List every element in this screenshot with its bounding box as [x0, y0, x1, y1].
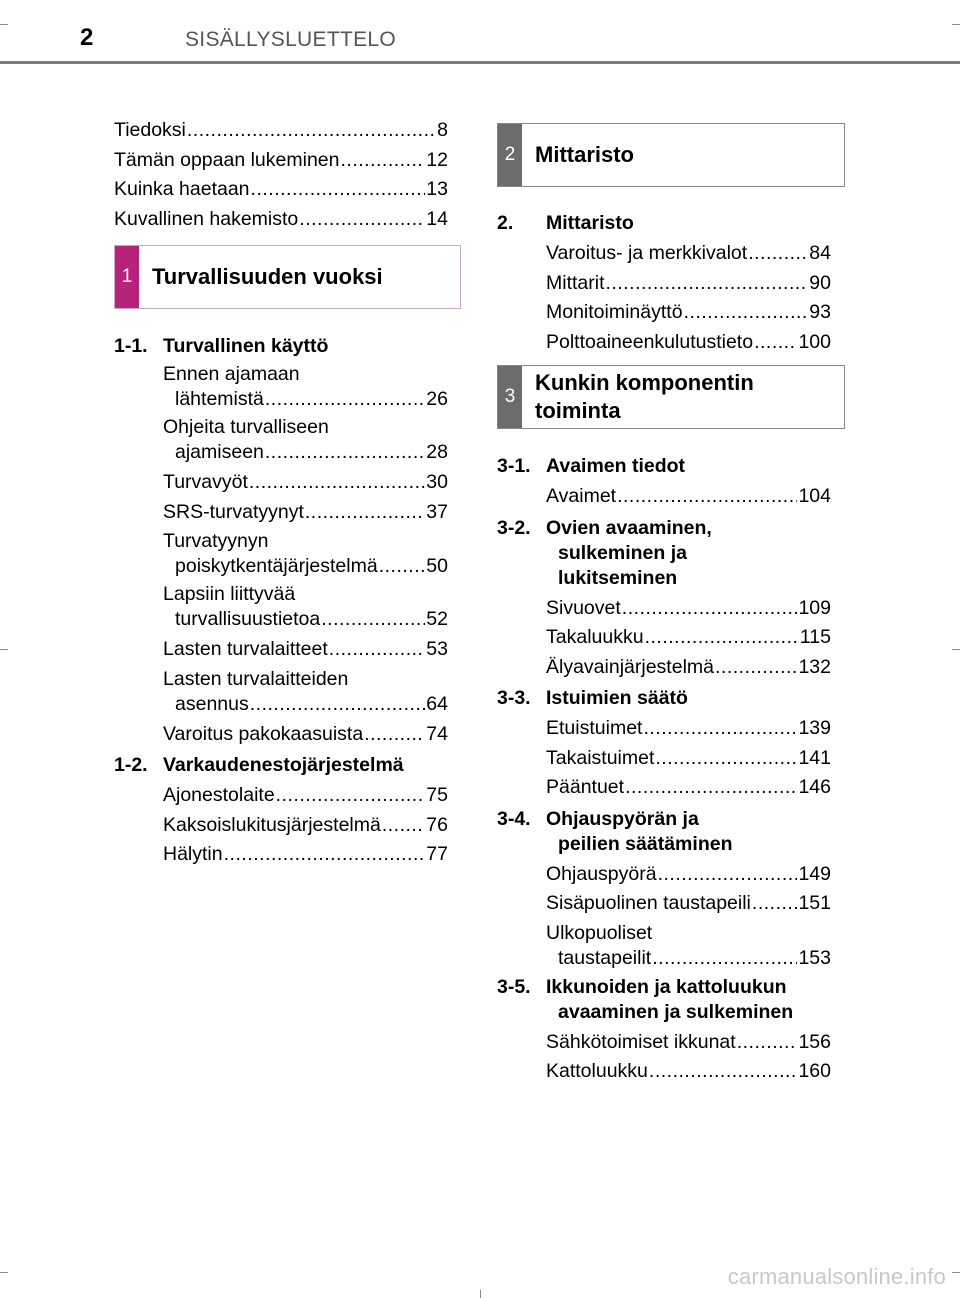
- toc-entry[interactable]: [114, 468, 448, 498]
- section-heading[interactable]: [497, 807, 831, 857]
- toc-entry-page: 90: [809, 271, 831, 294]
- toc-entry[interactable]: [497, 860, 831, 890]
- chapter-title: [522, 366, 754, 428]
- section-title-cont: sulkeminen ja: [558, 541, 687, 564]
- toc-entry-title: Sivuovet: [546, 596, 621, 619]
- chapter-title-line-1: Kunkin komponentin: [535, 370, 754, 395]
- crop-mark: [952, 24, 960, 25]
- toc-entry-title: Lapsiin liittyvää: [163, 583, 296, 605]
- toc-entry[interactable]: [114, 720, 448, 750]
- chapter-title: Turvallisuuden vuoksi: [152, 264, 383, 289]
- section-title: Turvallinen käyttö: [163, 335, 329, 357]
- toc-entry-title-cont: taustapeilit: [558, 946, 652, 969]
- leader-dots: [748, 239, 808, 269]
- toc-entry-title-cont: ajamiseen: [175, 441, 264, 463]
- toc-entry[interactable]: [497, 328, 831, 358]
- leader-dots: [187, 116, 436, 146]
- chapter-title-line-2: toiminta: [535, 398, 621, 423]
- chapter-number-tab: 3: [498, 366, 522, 428]
- leader-dots: [684, 298, 809, 328]
- leader-dots: [379, 554, 426, 579]
- toc-entry[interactable]: [114, 205, 448, 235]
- chapter-title: Mittaristo: [535, 142, 634, 167]
- toc-entry-title: Takaluukku: [546, 626, 644, 648]
- leader-dots: [652, 946, 797, 971]
- leader-dots: [299, 205, 425, 235]
- leader-dots: [606, 269, 809, 299]
- toc-entry-title: Lasten turvalaitteiden: [163, 667, 349, 690]
- toc-entry-title-cont: lähtemistä: [175, 388, 264, 410]
- leader-dots: [625, 773, 797, 803]
- toc-entry-title: Polttoaineenkulutustieto: [546, 330, 754, 353]
- toc-entry-page: 8: [437, 119, 448, 141]
- crop-mark: [0, 649, 8, 650]
- leader-dots: [737, 1028, 798, 1058]
- leader-dots: [250, 692, 426, 717]
- toc-entry[interactable]: [114, 415, 448, 465]
- section-title: Varkaudenestojärjestelmä: [163, 754, 404, 776]
- toc-entry-title: Turvatyynyn: [163, 530, 269, 552]
- toc-entry[interactable]: [114, 667, 448, 717]
- section-title-cont: avaaminen ja sulkeminen: [558, 1000, 794, 1023]
- toc-entry[interactable]: [497, 482, 831, 512]
- toc-entry[interactable]: [497, 239, 831, 269]
- toc-entry[interactable]: [114, 498, 448, 528]
- toc-entry-title: Kuvallinen hakemisto: [114, 207, 299, 230]
- toc-entry[interactable]: [114, 840, 448, 870]
- toc-entry-title: Turvavyöt: [163, 471, 248, 493]
- section-heading[interactable]: [497, 686, 831, 711]
- toc-entry-page: 26: [426, 388, 448, 410]
- toc-entry-page: 77: [426, 843, 448, 865]
- toc-entry-title: Avaimet: [546, 485, 617, 507]
- leader-dots: [224, 840, 426, 870]
- toc-entry[interactable]: [114, 811, 448, 841]
- leader-dots: [655, 744, 797, 774]
- crop-mark: [0, 24, 8, 25]
- toc-entry-title: Tiedoksi: [114, 119, 186, 141]
- toc-entry-page: 109: [798, 596, 831, 619]
- crop-mark: [0, 1272, 8, 1273]
- toc-entry[interactable]: [497, 714, 831, 744]
- section-title: Mittaristo: [546, 212, 634, 234]
- leader-dots: [715, 653, 797, 683]
- section-title: Istuimien säätö: [546, 687, 688, 709]
- toc-entry[interactable]: [114, 635, 448, 665]
- toc-entry[interactable]: [114, 175, 448, 205]
- leader-dots: [251, 175, 426, 205]
- toc-entry-page: 52: [426, 608, 448, 630]
- section-title: Avaimen tiedot: [546, 455, 686, 477]
- leader-dots: [364, 720, 425, 750]
- toc-entry[interactable]: [497, 653, 831, 683]
- toc-entry-page: 28: [426, 441, 448, 463]
- toc-entry[interactable]: [114, 781, 448, 811]
- toc-entry-title: Varoitus- ja merkkivalot: [546, 242, 748, 264]
- toc-entry[interactable]: [114, 116, 448, 146]
- toc-entry-title: Lasten turvalaitteet: [163, 638, 328, 660]
- section-number: 2.: [497, 212, 514, 234]
- leader-dots: [643, 714, 797, 744]
- section-heading[interactable]: [114, 334, 448, 359]
- header-rule: [0, 61, 960, 64]
- leader-dots: [649, 1057, 798, 1087]
- leader-dots: [382, 811, 425, 841]
- crop-mark: [952, 649, 960, 650]
- toc-entry-title: Etuistuimet: [546, 717, 643, 739]
- toc-entry-page: 64: [426, 692, 448, 715]
- page-title: SISÄLLYSLUETTELO: [185, 28, 396, 51]
- toc-entry-page: 104: [798, 485, 831, 507]
- toc-entry-page: 75: [426, 784, 448, 806]
- toc-entry-page: 146: [798, 776, 831, 798]
- toc-entry-page: 139: [798, 717, 831, 739]
- section-heading[interactable]: [497, 516, 831, 591]
- section-title: Ohjauspyörän ja: [546, 807, 699, 830]
- section-heading[interactable]: [497, 975, 831, 1025]
- toc-entry-page: 13: [426, 178, 448, 200]
- toc-entry[interactable]: [497, 594, 831, 624]
- toc-entry-title: Ennen ajamaan: [163, 363, 300, 385]
- toc-entry-page: 76: [426, 813, 448, 836]
- page-number: 2: [80, 24, 94, 51]
- chapter-2-list: [497, 207, 831, 357]
- toc-entry-page: 12: [426, 148, 448, 171]
- toc-entry-page: 53: [426, 638, 448, 660]
- section-number: 3-3.: [497, 687, 531, 709]
- toc-entry-page: 151: [798, 892, 831, 914]
- toc-entry[interactable]: [497, 298, 831, 328]
- chapter-1-list: [114, 330, 448, 870]
- leader-dots: [265, 387, 425, 412]
- toc-entry[interactable]: [114, 146, 448, 176]
- section-heading[interactable]: [114, 753, 448, 778]
- toc-entry-title: Hälytin: [163, 843, 223, 865]
- section-title: Ovien avaaminen,: [546, 516, 712, 539]
- chapter-3-header[interactable]: [497, 365, 845, 429]
- leader-dots: [329, 635, 426, 665]
- toc-entry-title: Kattoluukku: [546, 1060, 648, 1082]
- toc-entry-page: 84: [809, 242, 831, 264]
- toc-entry[interactable]: [497, 921, 831, 971]
- toc-entry[interactable]: [497, 744, 831, 774]
- toc-entry-title: Monitoiminäyttö: [546, 301, 683, 323]
- toc-entry-title: Sisäpuolinen taustapeili: [546, 892, 751, 914]
- toc-entry-title: SRS-turvatyynyt: [163, 500, 304, 523]
- chapter-number-tab: 2: [498, 124, 522, 186]
- watermark: carmanualsonline.info: [727, 1264, 946, 1289]
- leader-dots: [645, 623, 799, 653]
- toc-entry-title: Ulkopuoliset: [546, 921, 653, 944]
- toc-entry-page: 141: [798, 746, 831, 769]
- leader-dots: [249, 468, 425, 498]
- toc-entry-page: 30: [426, 471, 448, 493]
- toc-entry[interactable]: [114, 529, 448, 579]
- toc-entry-title: Ohjeita turvalliseen: [163, 416, 329, 438]
- leader-dots: [340, 146, 425, 176]
- toc-entry-title: Kaksoislukitusjärjestelmä: [163, 813, 381, 836]
- toc-entry-title: Takaistuimet: [546, 746, 655, 769]
- toc-entry[interactable]: [497, 889, 831, 919]
- toc-entry-title: Tämän oppaan lukeminen: [114, 148, 340, 171]
- leader-dots: [658, 860, 798, 890]
- section-number: 3-1.: [497, 455, 531, 477]
- toc-entry-title: Varoitus pakokaasuista: [163, 722, 364, 745]
- toc-entry[interactable]: [497, 1057, 831, 1087]
- section-number: 1-1.: [114, 335, 148, 357]
- toc-entry-title: Sähkötoimiset ikkunat: [546, 1030, 736, 1053]
- chapter-1-header[interactable]: [114, 245, 461, 309]
- toc-entry-title: Älyavainjärjestelmä: [546, 655, 714, 678]
- section-title-cont: peilien säätäminen: [558, 832, 733, 855]
- toc-entry[interactable]: [114, 362, 448, 412]
- leader-dots: [622, 594, 798, 624]
- toc-entry-page: 149: [798, 862, 831, 885]
- toc-entry-title-cont: asennus: [175, 692, 249, 715]
- toc-entry-page: 50: [426, 555, 448, 577]
- toc-entry-title: Ajonestolaite: [163, 784, 275, 806]
- section-number: 3-5.: [497, 975, 531, 998]
- toc-entry-page: 132: [798, 655, 831, 678]
- leader-dots: [617, 482, 797, 512]
- intro-list: [114, 116, 448, 234]
- leader-dots: [754, 328, 797, 358]
- leader-dots: [752, 889, 798, 919]
- toc-entry-page: 160: [798, 1060, 831, 1082]
- toc-entry-page: 74: [426, 722, 448, 745]
- toc-entry-page: 115: [799, 626, 831, 648]
- leader-dots: [276, 781, 426, 811]
- section-heading[interactable]: [497, 211, 831, 236]
- leader-dots: [265, 440, 425, 465]
- toc-entry-page: 153: [798, 946, 831, 969]
- section-number: 3-2.: [497, 516, 531, 539]
- crop-mark: [480, 1290, 481, 1298]
- section-title: Ikkunoiden ja kattoluukun: [546, 975, 787, 998]
- leader-dots: [305, 498, 425, 528]
- toc-entry-page: 100: [798, 330, 831, 353]
- leader-dots: [321, 607, 425, 632]
- crop-mark: [952, 1272, 960, 1273]
- toc-entry[interactable]: [497, 269, 831, 299]
- toc-entry-page: 37: [426, 500, 448, 523]
- toc-entry[interactable]: [114, 582, 448, 632]
- chapter-3-list: [497, 450, 831, 1087]
- toc-entry-page: 93: [809, 301, 831, 323]
- section-number: 1-2.: [114, 754, 148, 776]
- section-title-cont: lukitseminen: [558, 566, 678, 589]
- toc-entry-title-cont: poiskytkentäjärjestelmä: [175, 555, 378, 577]
- toc-entry-page: 14: [426, 207, 448, 230]
- toc-entry-page: 156: [798, 1030, 831, 1053]
- toc-entry-title: Pääntuet: [546, 776, 625, 798]
- toc-entry-title: Kuinka haetaan: [114, 178, 250, 200]
- section-number: 3-4.: [497, 807, 531, 830]
- toc-entry-title: Mittarit: [546, 271, 605, 294]
- toc-entry[interactable]: [497, 623, 831, 653]
- toc-entry[interactable]: [497, 1028, 831, 1058]
- toc-entry[interactable]: [497, 773, 831, 803]
- toc-entry-title-cont: turvallisuustietoa: [175, 608, 321, 630]
- toc-entry-title: Ohjauspyörä: [546, 862, 657, 885]
- chapter-number-tab: 1: [115, 246, 139, 308]
- section-heading[interactable]: [497, 454, 831, 479]
- chapter-2-header[interactable]: [497, 123, 845, 187]
